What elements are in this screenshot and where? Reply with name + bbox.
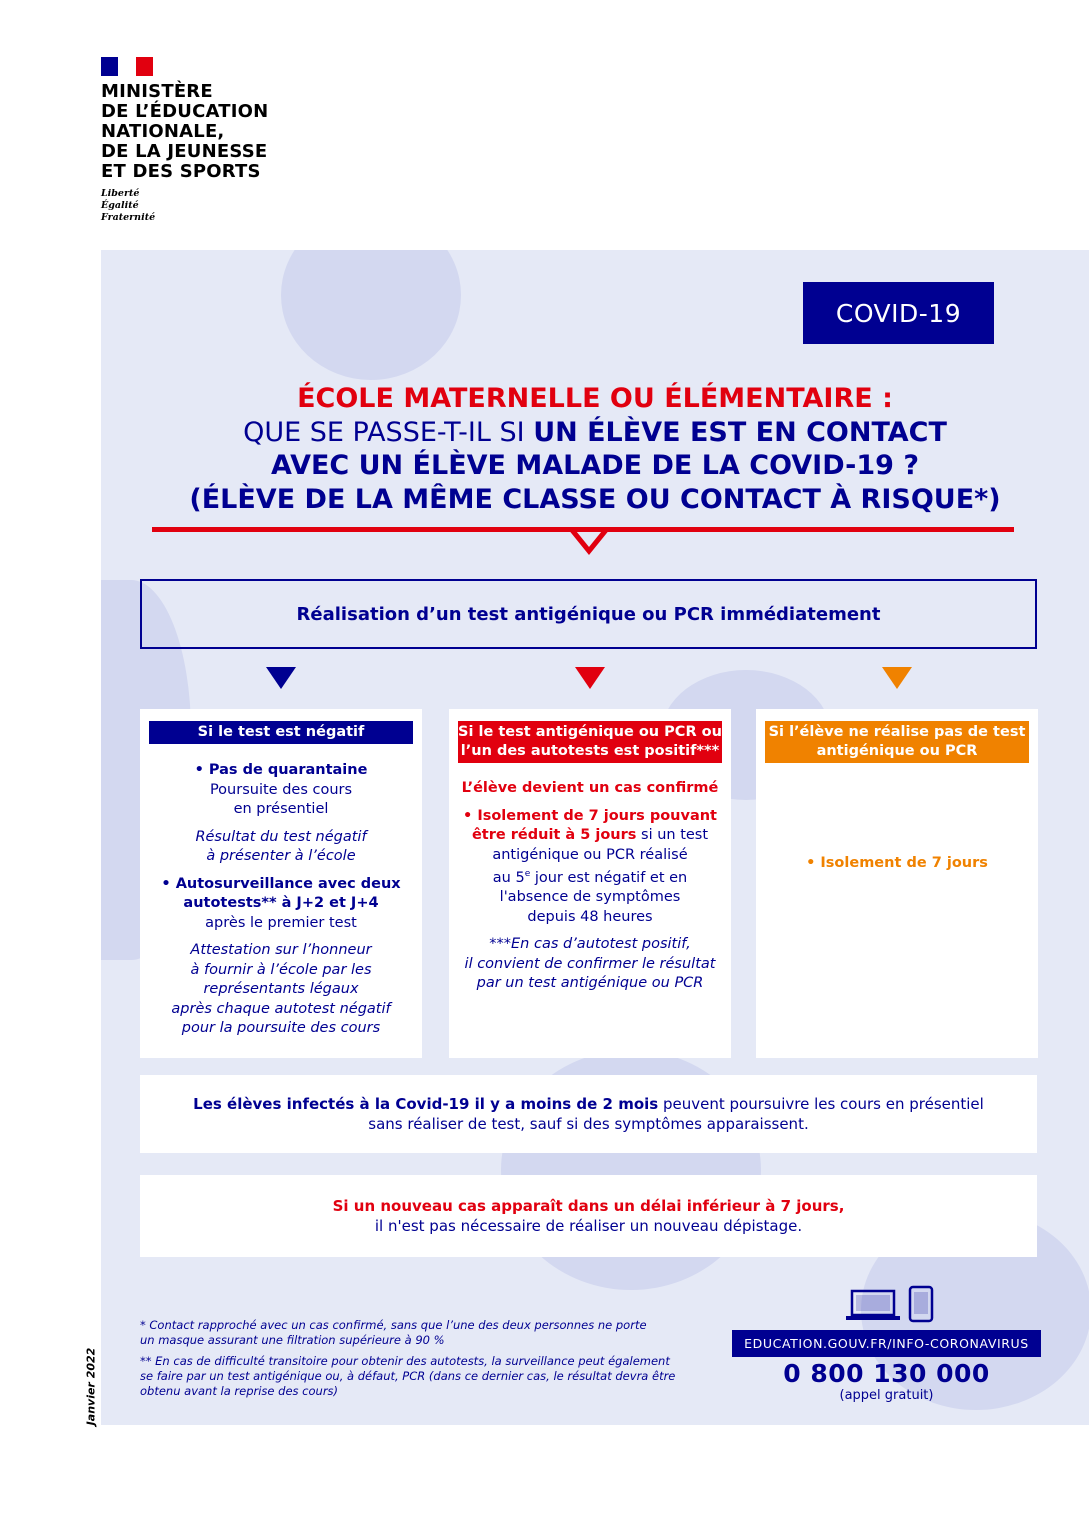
body-note: représentants légaux	[203, 981, 359, 997]
body-line: l'absence de symptômes	[499, 889, 681, 906]
body-note: après chaque autotest négatif	[171, 1000, 391, 1017]
footnotes	[140, 1318, 680, 1405]
info-text: peuvent poursuivre les cours en présentiel	[658, 1095, 984, 1113]
confirmed-case-label: L’élève devient un cas confirmé	[461, 780, 719, 796]
footnote-line: obtenu avant la reprise des cours)	[140, 1384, 339, 1398]
footnote-line: ** En cas de difficulté transitoire pour obtenir des autotests, la surveillance peut également	[140, 1354, 670, 1368]
title-line-3: AVEC UN ÉLÈVE MALADE DE LA COVID-19 ?	[271, 450, 919, 481]
no-quarantine-label: • Pas de quarantaine	[194, 762, 368, 778]
chevron-down-icon	[570, 527, 608, 557]
ministry-name	[101, 82, 268, 182]
isolation-label: • Isolement de 7 jours pouvant	[463, 807, 717, 824]
title-line-2	[101, 416, 1089, 449]
arrow-down-icon	[882, 667, 912, 689]
title-line-1: ÉCOLE MATERNELLE OU ÉLÉMENTAIRE :	[297, 383, 893, 414]
phone-note: (appel gratuit)	[839, 1388, 934, 1403]
laptop-icon	[845, 1288, 901, 1322]
ministry-line: NATIONALE,	[101, 121, 225, 142]
column-negative-body	[140, 761, 422, 1039]
motto-line: Égalité	[101, 200, 139, 211]
ministry-line: ET DES SPORTS	[101, 161, 261, 182]
footnote-line: un masque assurant une filtration supérieure à 90 %	[140, 1333, 445, 1347]
column-no-test-body	[756, 854, 1038, 874]
ministry-line: MINISTÈRE	[101, 81, 213, 102]
title-line-2-emphasis: UN ÉLÈVE EST EN CONTACT	[533, 417, 947, 448]
arrow-down-icon	[575, 667, 605, 689]
body-line: jour est négatif et en	[530, 869, 688, 886]
test-instruction-box: Réalisation d’un test antigénique ou PCR immédiatement	[140, 579, 1037, 649]
covid-badge: COVID-19	[803, 282, 994, 344]
phone-number: 0 800 130 000	[783, 1359, 990, 1388]
motto-line: Liberté	[101, 188, 140, 199]
header-line: antigénique ou PCR	[816, 743, 978, 759]
arrow-down-icon	[266, 667, 296, 689]
info-text: il n'est pas nécessaire de réaliser un nouveau dépistage.	[374, 1217, 803, 1235]
body-line: depuis 48 heures	[527, 908, 653, 925]
body-note: ***En cas d’autotest positif,	[489, 936, 691, 953]
smartphone-icon	[908, 1285, 934, 1323]
column-negative-header: Si le test est négatif	[149, 721, 413, 744]
info-new-case	[140, 1175, 1037, 1257]
isolation-label: • Isolement de 7 jours	[806, 855, 988, 871]
body-line: en présentiel	[233, 801, 329, 817]
column-positive-header	[458, 721, 722, 763]
body-note: à présenter à l’école	[206, 848, 356, 864]
footnote-line: se faire par un test antigénique ou, à défaut, PCR (dans ce dernier cas, le résultat devra être	[140, 1369, 676, 1383]
body-note: par un test antigénique ou PCR	[476, 975, 704, 992]
ministry-line: DE LA JEUNESSE	[101, 141, 268, 162]
column-positive-body	[449, 779, 731, 994]
column-positive	[449, 709, 731, 1058]
body-note: il convient de confirmer le résultat	[464, 955, 716, 972]
title-line-4: (ÉLÈVE DE LA MÊME CLASSE OU CONTACT À RISQUE*)	[189, 484, 1001, 515]
republic-motto	[101, 188, 155, 224]
isolation-label: être réduit à 5 jours	[471, 827, 637, 843]
info-emphasis: Si un nouveau cas apparaît dans un délai inférieur à 7 jours,	[332, 1197, 845, 1215]
superscript: e	[524, 869, 531, 879]
ministry-line: DE L’ÉDUCATION	[101, 101, 269, 122]
motto-line: Fraternité	[101, 212, 156, 223]
body-note: pour la poursuite des cours	[181, 1020, 381, 1036]
title-line-2-prefix: QUE SE PASSE-T-IL SI	[243, 417, 534, 448]
column-no-test-header	[765, 721, 1029, 763]
body-line: après le premier test	[205, 914, 357, 931]
header-line: Si l’élève ne réalise pas de test	[768, 724, 1026, 740]
autotest-label: autotests** à J+2 et J+4	[183, 895, 379, 911]
column-no-test	[756, 709, 1038, 1058]
body-line: antigénique ou PCR réalisé	[492, 846, 688, 863]
body-line: si un test	[636, 827, 709, 843]
info-text: sans réaliser de test, sauf si des symptômes apparaissent.	[368, 1115, 809, 1133]
body-line: Poursuite des cours	[209, 781, 353, 798]
body-note: Résultat du test négatif	[195, 828, 367, 845]
virus-decoration-icon	[281, 250, 461, 380]
date-text: Janvier 2022	[84, 1347, 98, 1426]
header-line: Si le test antigénique ou PCR ou	[458, 724, 722, 740]
autotest-label: • Autosurveillance avec deux	[161, 875, 401, 892]
body-note: à fournir à l’école par les	[190, 961, 372, 978]
info-recent-infection	[140, 1075, 1037, 1153]
body-note: Attestation sur l’honneur	[190, 942, 372, 958]
republic-flag-logo	[101, 57, 153, 76]
column-negative	[140, 709, 422, 1058]
info-url-link[interactable]: EDUCATION.GOUV.FR/INFO-CORONAVIRUS	[732, 1330, 1041, 1357]
publication-date	[82, 1348, 96, 1428]
header-line: l’un des autotests est positif***	[460, 743, 720, 759]
footnote-line: * Contact rapproché avec un cas confirmé, sans que l’une des deux personnes ne porte	[140, 1318, 647, 1332]
info-emphasis: Les élèves infectés à la Covid-19 il y a moins de 2 mois	[193, 1095, 659, 1113]
body-line: au 5	[492, 869, 525, 886]
